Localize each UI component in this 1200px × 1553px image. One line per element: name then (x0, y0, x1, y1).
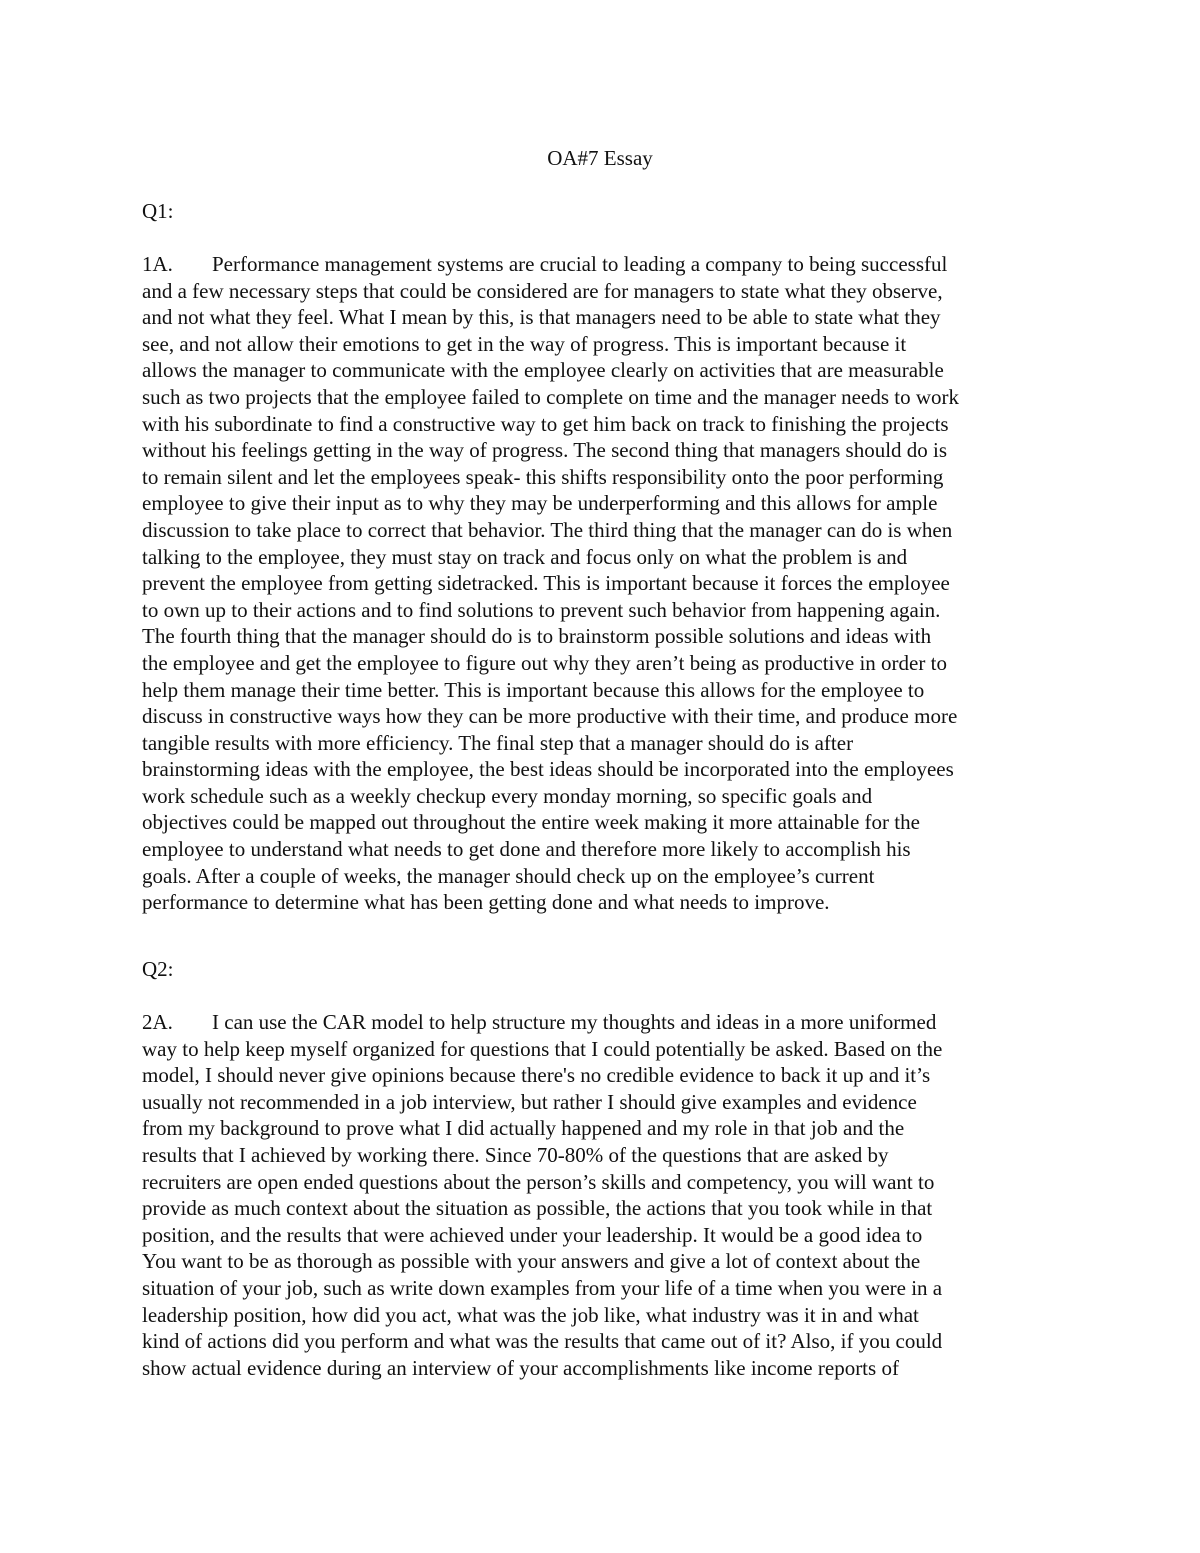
answer-line: such as two projects that the employee failed to complete on time and the manager needs to work (142, 384, 959, 409)
answer-line: talking to the employee, they must stay on track and focus only on what the problem is and (142, 544, 908, 569)
answer-line: recruiters are open ended questions about the person’s skills and competency, you will want to (142, 1169, 935, 1194)
answer-line: performance to determine what has been getting done and what needs to improve. (142, 890, 830, 915)
answer-line: allows the manager to communicate with the employee clearly on activities that are measurable (142, 358, 944, 383)
document-title: OA#7 Essay (547, 146, 653, 170)
answer-line: model, I should never give opinions because there's no credible evidence to back it up and it’s (142, 1063, 931, 1088)
question-2-label: Q2: (142, 957, 174, 981)
answer-line: prevent the employee from getting sidetracked. This is important because it forces the employee (142, 571, 950, 596)
answer-2-paragraph (142, 1009, 1060, 1381)
answer-line: provide as much context about the situation as possible, the actions that you took while in that (142, 1196, 933, 1221)
answer-line: kind of actions did you perform and what was the results that came out of it? Also, if you could (142, 1329, 943, 1354)
answer-line: without his feelings getting in the way of progress. The second thing that managers should do is (142, 438, 948, 463)
answer-line: position, and the results that were achieved under your leadership. It would be a good idea to (142, 1222, 923, 1247)
answer-line: You want to be as thorough as possible with your answers and give a lot of context about the (142, 1249, 921, 1274)
answer-line: usually not recommended in a job interview, but rather I should give examples and evidence (142, 1089, 917, 1114)
answer-line: tangible results with more efficiency. The final step that a manager should do is after (142, 730, 854, 755)
answer-line: way to help keep myself organized for questions that I could potentially be asked. Based on the (142, 1036, 943, 1061)
answer-line: employee to give their input as to why they may be underperforming and this allows for ample (142, 491, 938, 516)
answer-line: situation of your job, such as write down examples from your life of a time when you were in a (142, 1275, 943, 1300)
answer-line: to own up to their actions and to find solutions to prevent such behavior from happening again. (142, 597, 941, 622)
answer-line (142, 1009, 1060, 1036)
answer-line: leadership position, how did you act, what was the job like, what industry was it in and what (142, 1302, 919, 1327)
answer-line-text: I can use the CAR model to help structure my thoughts and ideas in a more uniformed (212, 1010, 937, 1034)
answer-line: discuss in constructive ways how they can be more productive with their time, and produce more (142, 704, 958, 729)
answer-line: employee to understand what needs to get done and therefore more likely to accomplish his (142, 837, 911, 862)
answer-line: help them manage their time better. This is important because this allows for the employee to (142, 677, 925, 702)
answer-line: see, and not allow their emotions to get in the way of progress. This is important because it (142, 331, 907, 356)
answer-line: to remain silent and let the employees speak- this shifts responsibility onto the poor performing (142, 464, 944, 489)
question-1-label: Q1: (142, 199, 174, 223)
answer-line: brainstorming ideas with the employee, the best ideas should be incorporated into the employees (142, 757, 954, 782)
answer-2-number: 2A. (142, 1010, 173, 1034)
answer-line: results that I achieved by working there. Since 70-80% of the questions that are asked by (142, 1142, 889, 1167)
answer-line: The fourth thing that the manager should do is to brainstorm possible solutions and ideas with (142, 624, 932, 649)
answer-line: and not what they feel. What I mean by this, is that managers need to be able to state what they (142, 305, 941, 330)
answer-1-paragraph (142, 251, 1060, 916)
answer-line-text: Performance management systems are crucial to leading a company to being successful (212, 252, 948, 276)
answer-1-number: 1A. (142, 252, 173, 276)
answer-line: show actual evidence during an interview of your accomplishments like income reports of (142, 1355, 899, 1380)
answer-line: from my background to prove what I did actually happened and my role in that job and the (142, 1116, 905, 1141)
answer-line: work schedule such as a weekly checkup every monday morning, so specific goals and (142, 783, 873, 808)
answer-line: objectives could be mapped out throughout the entire week making it more attainable for the (142, 810, 920, 835)
answer-line: with his subordinate to find a constructive way to get him back on track to finishing the projects (142, 411, 949, 436)
answer-line: goals. After a couple of weeks, the manager should check up on the employee’s current (142, 863, 875, 888)
answer-line: the employee and get the employee to figure out why they aren’t being as productive in order to (142, 650, 947, 675)
answer-line: and a few necessary steps that could be considered are for managers to state what they observe, (142, 278, 943, 303)
answer-line (142, 251, 1060, 278)
answer-line: discussion to take place to correct that behavior. The third thing that the manager can do is when (142, 517, 953, 542)
